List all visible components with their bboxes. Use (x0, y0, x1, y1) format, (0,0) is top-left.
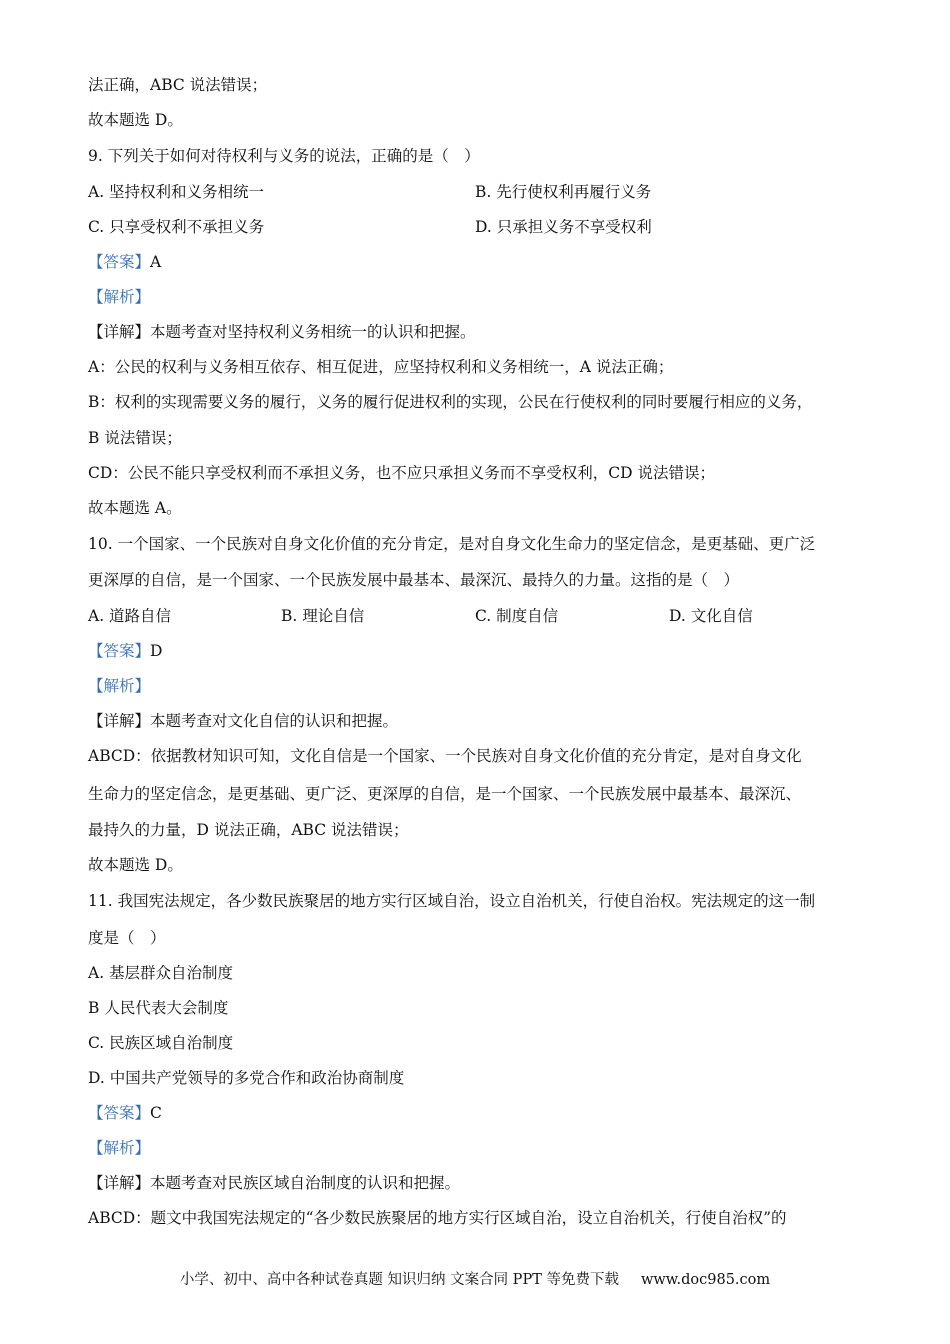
footer-text: 小学、初中、高中各种试卷真题 知识归纳 文案合同 PPT 等免费下载 (179, 1272, 619, 1288)
text-line: 故本题选 D。 (88, 111, 183, 129)
page-footer (0, 1268, 950, 1289)
q11-detail (88, 1172, 460, 1194)
q10-option-b: B. 理论自信 (281, 607, 365, 625)
q11-option-a: A. 基层群众自治制度 (88, 964, 234, 982)
q9-analysis-tag: 【解析】 (88, 288, 151, 306)
answer-tag: 【答案】 (88, 253, 151, 271)
answer-tag: 【答案】 (88, 1104, 151, 1122)
q9-line: B 说法错误； (88, 429, 182, 447)
q10-answer (88, 640, 162, 662)
q10-line: ABCD：依据教材知识可知，文化自信是一个国家、一个民族对自身文化价值的充分肯定，是对自身文化 (88, 747, 802, 765)
q9-option-a: A. 坚持权利和义务相统一 (88, 183, 265, 201)
q9-stem: 9. 下列关于如何对待权利与义务的说法，正确的是（ ） (88, 147, 480, 165)
q9-line: CD：公民不能只享受权利而不承担义务，也不应只承担义务而不享受权利，CD 说法错误； (88, 464, 716, 482)
q10-analysis-tag: 【解析】 (88, 677, 151, 695)
q10-line: 故本题选 D。 (88, 856, 183, 874)
detail-tag: 【详解】 (88, 323, 151, 341)
q11-stem: 度是（ ） (88, 929, 166, 947)
q9-detail (88, 321, 476, 343)
q10-option-d: D. 文化自信 (669, 607, 753, 625)
q10-line: 最持久的力量，D 说法正确，ABC 说法错误； (88, 821, 409, 839)
q11-option-d: D. 中国共产党领导的多党合作和政治协商制度 (88, 1069, 405, 1087)
answer-tag: 【答案】 (88, 642, 151, 660)
footer-site-link[interactable]: www.doc985.com (640, 1272, 771, 1288)
q9-answer (88, 251, 161, 273)
q10-option-a: A. 道路自信 (88, 607, 172, 625)
q11-line: ABCD：题文中我国宪法规定的“各少数民族聚居的地方实行区域自治，设立自治机关，行使自治权”的 (88, 1209, 787, 1227)
q11-analysis-tag: 【解析】 (88, 1139, 151, 1157)
q11-stem: 11. 我国宪法规定，各少数民族聚居的地方实行区域自治，设立自治机关，行使自治权。宪法规定的这一制 (88, 892, 816, 910)
detail-text: 本题考查对民族区域自治制度的认识和把握。 (150, 1174, 461, 1192)
answer-value: C (150, 1104, 162, 1122)
q11-answer (88, 1102, 162, 1124)
q10-option-c: C. 制度自信 (475, 607, 559, 625)
text-line: 法正确，ABC 说法错误； (88, 76, 268, 94)
q9-line: 故本题选 A。 (88, 499, 182, 517)
q11-option-c: C. 民族区域自治制度 (88, 1034, 234, 1052)
answer-value: D (150, 642, 163, 660)
detail-text: 本题考查对坚持权利义务相统一的认识和把握。 (150, 323, 476, 341)
q9-line: A：公民的权利与义务相互依存、相互促进，应坚持权利和义务相统一，A 说法正确； (88, 358, 674, 376)
q10-detail (88, 710, 398, 732)
q10-stem: 更深厚的自信，是一个国家、一个民族发展中最基本、最深沉、最持久的力量。这指的是（ ） (88, 571, 740, 589)
q10-stem: 10. 一个国家、一个民族对自身文化价值的充分肯定，是对自身文化生命力的坚定信念，是更基础、更广泛 (88, 535, 816, 553)
answer-value: A (150, 253, 162, 271)
detail-tag: 【详解】 (88, 1174, 151, 1192)
q9-option-c: C. 只享受权利不承担义务 (88, 218, 265, 236)
q9-option-d: D. 只承担义务不享受权利 (475, 218, 652, 236)
q10-line: 生命力的坚定信念，是更基础、更广泛、更深厚的自信，是一个国家、一个民族发展中最基本、最深沉、 (88, 785, 802, 803)
detail-text: 本题考查对文化自信的认识和把握。 (150, 712, 399, 730)
q11-option-b: B 人民代表大会制度 (88, 999, 229, 1017)
detail-tag: 【详解】 (88, 712, 151, 730)
q9-line: B：权利的实现需要义务的履行，义务的履行促进权利的实现，公民在行使权利的同时要履行相应的义务， (88, 393, 813, 411)
q9-option-b: B. 先行使权利再履行义务 (475, 183, 652, 201)
